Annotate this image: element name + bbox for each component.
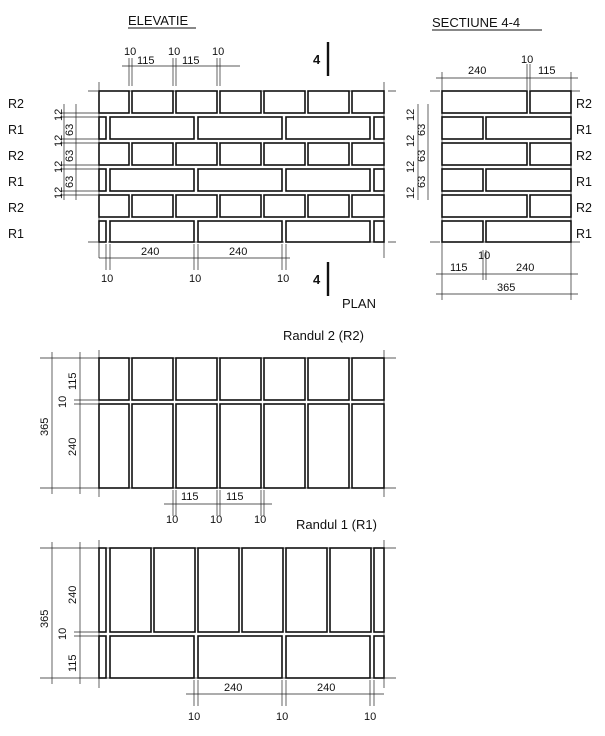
section-brick [442,195,527,217]
plan-row1-bottom-joint-2: 10 [276,711,289,723]
elev-bed-joint-2: 12 [53,134,65,147]
plan-row2-brick [176,404,217,488]
section-brick [530,143,571,165]
sec-bed-joint-1: 12 [405,108,417,121]
elevation-view [8,46,396,285]
plan-title: PLAN [342,296,376,311]
plan-row1-brick [110,548,151,632]
section-brick [442,117,483,139]
section-brick [442,169,483,191]
sec-bed-joint-4: 12 [405,186,417,199]
section-brick [442,91,527,113]
plan-row1-left-dimension [39,542,99,684]
plan-row2-bottom-dimension [164,490,272,526]
section-bottom-stretcher: 240 [516,262,535,274]
plan-row1-brick [198,548,239,632]
plan-row2-brick [99,404,129,488]
elev-row-label: R1 [8,175,24,189]
elev-course-height-3: 63 [64,175,76,188]
sec-bed-joint-2: 12 [405,134,417,147]
plan-row1-joint: 10 [57,627,69,640]
plan-row2-bottom-joint-1: 10 [166,514,179,526]
plan-row2-brick [132,358,173,400]
plan-row2-left-dimension [39,352,99,494]
section-title: SECTIUNE 4-4 [432,15,521,30]
plan-row1-bottom-dimension [186,680,384,723]
sec-row-label: R2 [576,97,592,111]
elev-row-label: R2 [8,97,24,111]
plan-row1-brick [99,548,106,632]
plan-row2-brick [352,358,384,400]
plan-row1-brick [374,548,384,632]
elev-bottom-joint-1: 10 [101,273,114,285]
elev-bottom-joint-2: 10 [189,273,202,285]
plan-row2-view [39,350,396,526]
elevation-course-r2-a [99,91,384,113]
elev-bed-joint-1: 12 [53,108,65,121]
sec-course-height-2: 63 [416,149,428,162]
plan-row1-brick [242,548,283,632]
section-marker-bottom [313,262,328,296]
plan-row1-wall-thickness: 365 [39,609,51,628]
plan-row1-brick [99,636,106,678]
elev-course-height-2: 63 [64,149,76,162]
elev-top-header-1: 115 [137,55,155,67]
section-top-joint: 10 [521,54,534,66]
elev-row-label: R1 [8,123,24,137]
sec-course-height-3: 63 [416,175,428,188]
plan-row1-bottom-stretcher-2: 240 [317,682,336,694]
plan-row1-header: 115 [67,654,79,672]
elevation-title: ELEVATIE [128,13,189,28]
elev-course-height-1: 63 [64,123,76,136]
sec-row-label: R2 [576,201,592,215]
elev-bed-joint-3: 12 [53,160,65,173]
plan-row2-header: 115 [67,372,79,390]
elevation-left-dimension [53,104,99,200]
plan-row1-stretcher: 240 [67,585,79,604]
section-brick [486,221,571,242]
sec-row-label: R2 [576,149,592,163]
plan-row2-brick [176,358,217,400]
plan-row1-brick [198,636,282,678]
plan-row1-brick [330,548,371,632]
sec-bed-joint-3: 12 [405,160,417,173]
section-top-stretcher: 240 [468,65,487,77]
section-brick [486,169,571,191]
section-bottom-header: 115 [450,262,468,274]
plan-row2-stretcher: 240 [67,437,79,456]
plan-row1-brick [154,548,195,632]
section-wall-thickness: 365 [497,282,516,294]
plan-row2-bottom-header-1: 115 [181,491,199,503]
elev-row-label: R2 [8,201,24,215]
plan-row2-brick [264,358,305,400]
plan-row2-joint: 10 [57,395,69,408]
plan-row1-title: Randul 1 (R1) [296,517,377,532]
elevation-course-r1-c [99,221,384,242]
elevation-top-dimension [122,46,240,86]
section-brick [530,91,571,113]
plan-row1-view [39,540,396,723]
section-bottom-joint: 10 [478,250,491,262]
elevation-course-r1-a [99,117,384,139]
sec-row-label: R1 [576,175,592,189]
plan-row1-brick [286,636,370,678]
sec-course-height-1: 63 [416,123,428,136]
elev-row-label: R1 [8,227,24,241]
elev-top-header-2: 115 [182,55,200,67]
elev-top-joint-2: 10 [168,46,181,58]
section-top-header: 115 [538,65,556,77]
section-top-dimension [436,54,578,90]
section-brick [442,221,483,242]
elev-bed-joint-4: 12 [53,186,65,199]
plan-row2-brick [352,404,384,488]
section-view [405,54,592,300]
plan-row2-brick [264,404,305,488]
section-marker-top-label: 4 [313,52,321,67]
section-brick [442,143,527,165]
section-brick [486,117,571,139]
plan-row2-bottom-joint-3: 10 [254,514,267,526]
plan-row1-brick [110,636,194,678]
section-left-dimension [405,104,428,200]
plan-row2-bottom-header-2: 115 [226,491,244,503]
plan-row1-bottom-joint-1: 10 [188,711,201,723]
plan-row2-brick [220,404,261,488]
plan-row2-brick [220,358,261,400]
elev-bottom-joint-3: 10 [277,273,290,285]
plan-row2-brick [308,404,349,488]
elevation-bottom-dimension [99,244,290,285]
section-bottom-dimension [436,250,578,294]
plan-row2-brick [308,358,349,400]
elev-bottom-stretcher-1: 240 [141,246,160,258]
plan-row1-bottom-joint-3: 10 [364,711,377,723]
elev-row-label: R2 [8,149,24,163]
elevation-course-r2-b [99,143,384,165]
plan-row2-bottom-joint-2: 10 [210,514,223,526]
section-brick [530,195,571,217]
elev-top-joint-1: 10 [124,46,137,58]
plan-row1-brick [286,548,327,632]
elev-top-joint-3: 10 [212,46,225,58]
elevation-course-r2-c [99,195,384,217]
plan-row2-brick [99,358,129,400]
sec-row-label: R1 [576,123,592,137]
plan-row1-bottom-stretcher-1: 240 [224,682,243,694]
elevation-course-r1-b [99,169,384,191]
sec-row-label: R1 [576,227,592,241]
section-marker-bottom-label: 4 [313,272,321,287]
plan-row2-wall-thickness: 365 [39,417,51,436]
elev-bottom-stretcher-2: 240 [229,246,248,258]
plan-row2-brick [132,404,173,488]
section-marker-top [313,42,328,76]
plan-row2-title: Randul 2 (R2) [283,328,364,343]
plan-row1-brick [374,636,384,678]
